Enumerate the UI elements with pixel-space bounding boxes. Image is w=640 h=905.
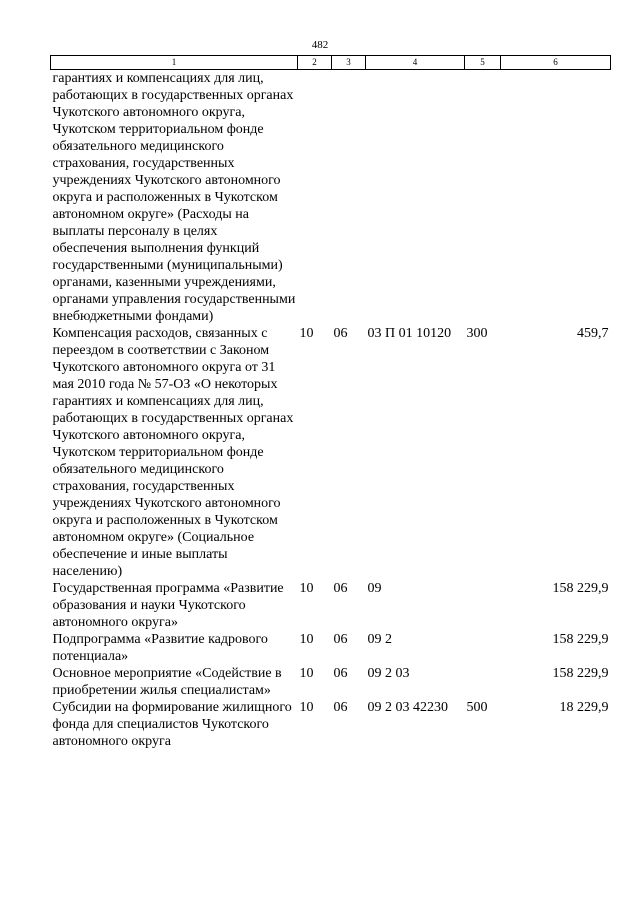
table-row <box>51 665 611 699</box>
row-subsection: 06 <box>333 581 348 596</box>
row-expense-type <box>465 631 501 665</box>
row-target-code: 09 2 03 42230 <box>367 700 448 715</box>
page-number: 482 <box>311 39 329 51</box>
table-row <box>51 699 611 750</box>
table-row <box>51 580 611 631</box>
column-number-header <box>51 56 611 70</box>
row-subsection <box>332 70 366 326</box>
column-number-6: 6 <box>501 56 611 70</box>
row-subsection: 06 <box>333 632 348 647</box>
column-number-1: 1 <box>51 56 298 70</box>
table-row <box>51 325 611 580</box>
row-expense-type: 500 <box>466 700 488 715</box>
row-section: 10 <box>299 700 314 715</box>
row-subsection: 06 <box>333 700 348 715</box>
row-amount <box>501 70 611 326</box>
row-section: 10 <box>299 326 314 341</box>
row-amount: 459,7 <box>577 326 609 341</box>
row-amount: 158 229,9 <box>552 632 609 647</box>
row-section: 10 <box>299 632 314 647</box>
row-expense-type: 300 <box>466 326 488 341</box>
budget-table <box>50 55 611 750</box>
row-name: Подпрограмма «Развитие кадрового потенциала» <box>52 632 268 664</box>
row-target-code: 03 П 01 10120 <box>367 326 452 341</box>
row-target-code: 09 2 03 <box>367 666 410 681</box>
row-section: 10 <box>299 666 314 681</box>
column-number-5: 5 <box>465 56 501 70</box>
row-subsection: 06 <box>333 326 348 341</box>
row-expense-type <box>465 665 501 699</box>
table-row <box>51 70 611 326</box>
row-section: 10 <box>299 581 314 596</box>
row-section <box>298 70 332 326</box>
row-target-code: 09 <box>367 581 382 596</box>
row-name: Компенсация расходов, связанных с переездом в соответствии с Законом Чукотского автономного округа от 31 мая 2010 года № 57-ОЗ «О некоторых гарантиях и компенсациях для лиц, работающих в государственных органах Чукотского автономного округа, Чукотском территориальном фонде обязательного медицинского страхования, государственных учреждениях Чукотского автономного округа и расположенных в Чукотском автономном округе» (Социальное обеспечение и иные выплаты населению) <box>52 326 294 579</box>
row-target-code: 09 2 <box>367 632 392 647</box>
row-amount: 18 229,9 <box>559 700 609 715</box>
row-name: Основное мероприятие «Содействие в приобретении жилья специалистам» <box>52 666 282 698</box>
column-number-2: 2 <box>298 56 332 70</box>
row-subsection: 06 <box>333 666 348 681</box>
row-name: Субсидии на формирование жилищного фонда для специалистов Чукотского автономного округа <box>52 700 292 749</box>
row-expense-type <box>465 70 501 326</box>
row-name: гарантиях и компенсациях для лиц, работающих в государственных органах Чукотского автономного округа, Чукотском территориальном фонде обязательного медицинского страхования, государственных учреждениях Чукотского автономного округа и расположенных в Чукотском автономном округе» (Расходы на выплаты персоналу в целях обеспечения выполнения функций государственными (муниципальными) органами, казенными учреждениями, органами управления государственными внебюджетными фондами) <box>52 71 296 324</box>
column-number-4: 4 <box>366 56 465 70</box>
row-expense-type <box>465 580 501 631</box>
row-name: Государственная программа «Развитие образования и науки Чукотского автономного округа» <box>52 581 284 630</box>
row-amount: 158 229,9 <box>552 666 609 681</box>
table-row <box>51 631 611 665</box>
header-row <box>51 56 611 70</box>
row-target-code <box>366 70 465 326</box>
row-amount: 158 229,9 <box>552 581 609 596</box>
column-number-3: 3 <box>332 56 366 70</box>
